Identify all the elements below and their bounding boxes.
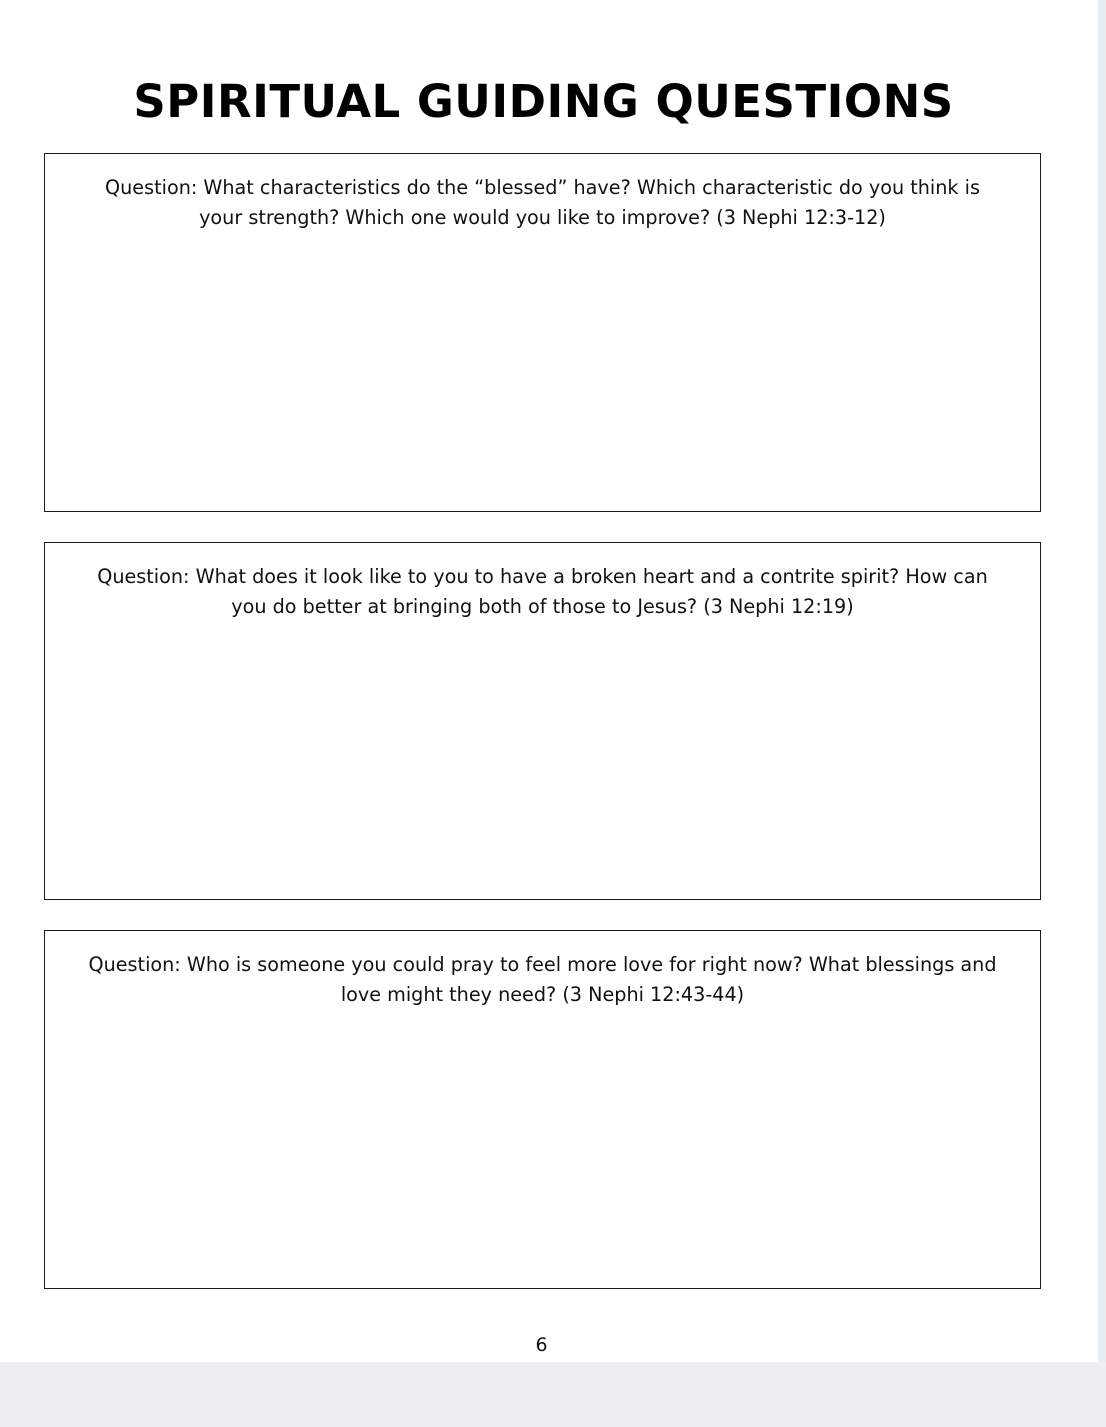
viewer-bottom-area <box>0 1362 1106 1427</box>
answer-box-1[interactable] <box>44 153 1041 512</box>
viewer-right-gutter <box>1098 0 1106 1362</box>
question-text-1: Question: What characteristics do the “blessed” have? Which characteristic do you think is your strength? Which one would you like to improve? (3 Nephi 12:3-12) <box>105 176 980 229</box>
question-text-3: Question: Who is someone you could pray to feel more love for right now? What blessings and love might they need? (3 Nephi 12:43-44) <box>88 953 997 1006</box>
page-title: SPIRITUAL GUIDING QUESTIONS <box>133 75 954 128</box>
answer-box-3[interactable] <box>44 930 1041 1289</box>
answer-box-2[interactable] <box>44 542 1041 900</box>
question-text-2: Question: What does it look like to you to have a broken heart and a contrite spirit? How can you do better at bringing both of those to Jesus? (3 Nephi 12:19) <box>97 565 988 618</box>
page-number: 6 <box>535 1334 548 1356</box>
